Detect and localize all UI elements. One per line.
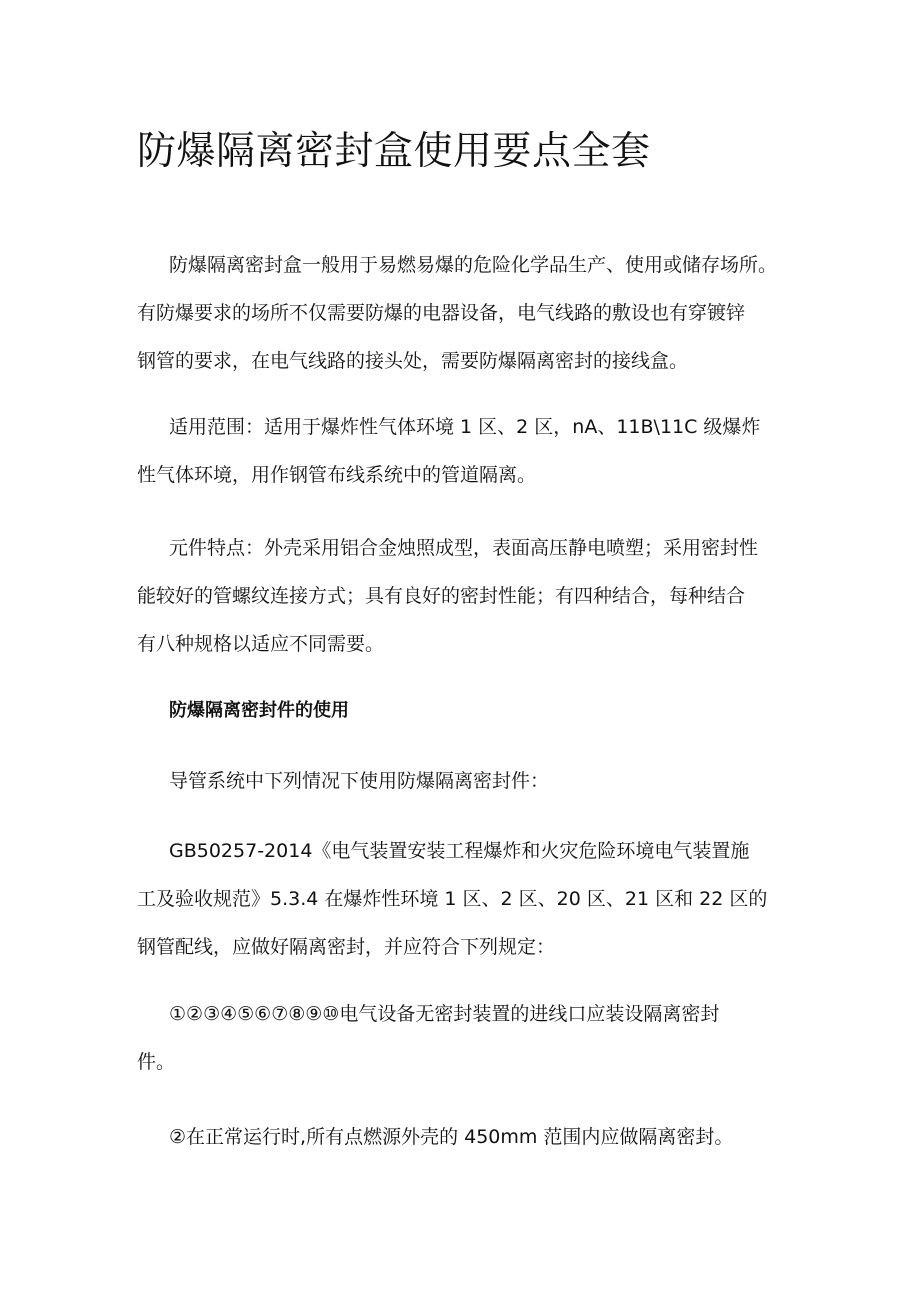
paragraph-rule-1 — [137, 990, 789, 1086]
paragraph-line: 性气体环境，用作钢管布线系统中的管道隔离。 — [137, 464, 537, 486]
paragraph-line: 防爆隔离密封盒一般用于易燃易爆的危险化学品生产、使用或储存场所。 — [169, 254, 778, 276]
paragraph-rule-2 — [137, 1113, 789, 1161]
document-title: 防爆隔离密封盒使用要点全套 — [137, 129, 651, 174]
paragraph-line: ①②③④⑤⑥⑦⑧⑨⑩电气设备无密封装置的进线口应装设隔离密封 — [169, 1003, 720, 1025]
paragraph-line: 适用范围：适用于爆炸性气体环境 1 区、2 区，nA、11B\11C 级爆炸 — [169, 416, 761, 438]
paragraph-line: GB50257-2014《电气装置安装工程爆炸和火灾危险环境电气装置施 — [169, 840, 750, 862]
paragraph-features — [137, 524, 789, 668]
paragraph-line: 工及验收规范》5.3.4 在爆炸性环境 1 区、2 区、20 区、21 区和 22 区的 — [137, 888, 768, 910]
paragraph-line: ②在正常运行时,所有点燃源外壳的 450mm 范围内应做隔离密封。 — [169, 1126, 734, 1148]
paragraph-usage-intro — [137, 757, 789, 805]
section-heading: 防爆隔离密封件的使用 — [169, 700, 349, 721]
paragraph-line: 件。 — [137, 1051, 176, 1073]
paragraph-intro — [137, 241, 789, 385]
paragraph-line: 有八种规格以适应不同需要。 — [137, 633, 385, 655]
paragraph-standard — [137, 827, 789, 971]
paragraph-scope — [137, 403, 789, 499]
paragraph-line: 钢管的要求，在电气线路的接头处，需要防爆隔离密封的接线盒。 — [137, 350, 689, 372]
paragraph-line: 导管系统中下列情况下使用防爆隔离密封件： — [169, 770, 550, 792]
paragraph-line: 能较好的管螺纹连接方式；具有良好的密封性能；有四种结合，每种结合 — [137, 585, 746, 607]
paragraph-line: 钢管配线，应做好隔离密封，并应符合下列规定： — [137, 936, 556, 958]
paragraph-line: 有防爆要求的场所不仅需要防爆的电器设备，电气线路的敷设也有穿镀锌 — [137, 302, 746, 324]
paragraph-line: 元件特点：外壳采用铝合金烛照成型，表面高压静电喷塑；采用密封性 — [169, 537, 759, 559]
